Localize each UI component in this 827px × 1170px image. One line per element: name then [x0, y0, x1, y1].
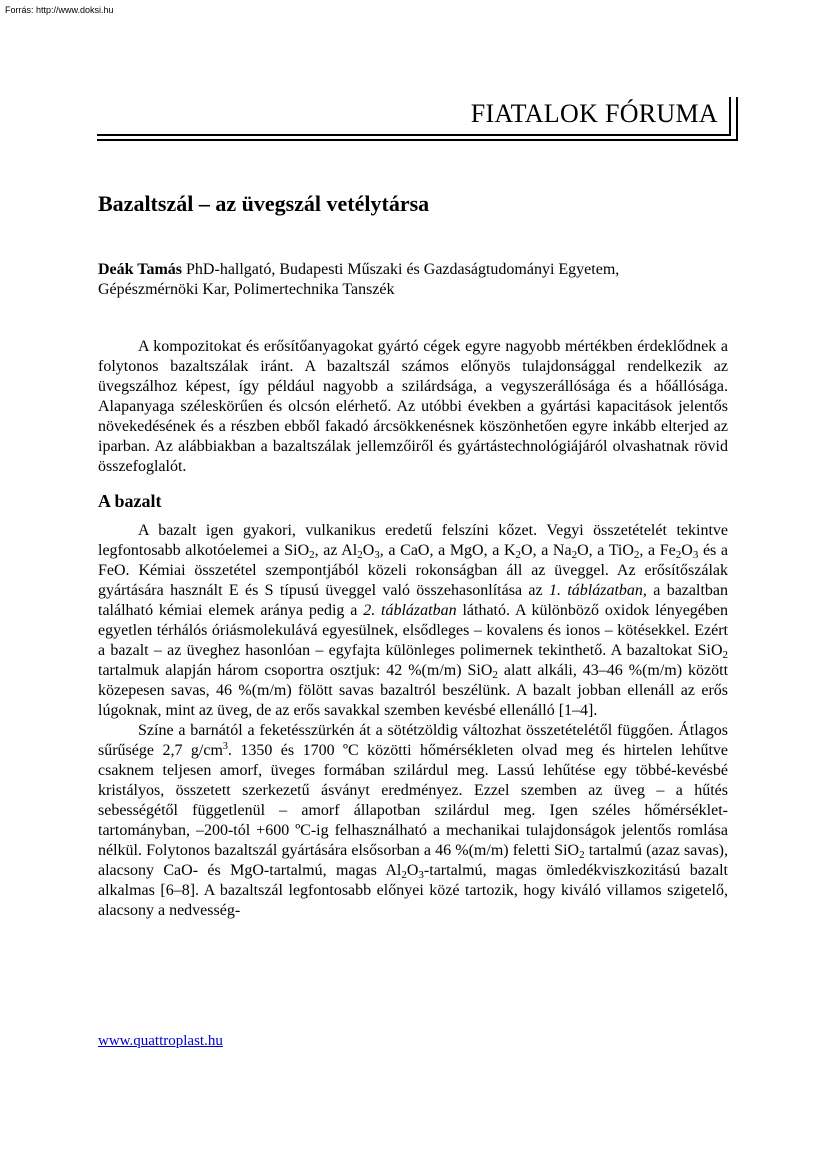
header-rule-vertical-outer: [736, 97, 738, 141]
source-note: Forrás: http://www.doksi.hu: [5, 5, 114, 15]
footer-website-link[interactable]: www.quattroplast.hu: [98, 1033, 223, 1049]
table-2-reference: 2. táblázatban: [363, 602, 457, 619]
intro-paragraph: A kompozitokat és erősítőanyagokat gyártó cégek egyre nagyobb mértékben érdeklődnek a folytonos bazaltszálak iránt. A bazaltszál számos előnyös tulajdonsággal rendelkezik az üvegszálhoz képest, így például nagyobb a szilárdsága, a vegyszerállósága és a hőállósága. Alapanyaga széleskörűen és olcsón elérhető. Az utóbbi években a gyártási kapacitások jelentős növekedésének és a részben ebből fakadó árcsökkenésnek köszönhetően egyre inkább elterjed az iparban. Az alábbiakban a bazaltszálak jellemzőiről és gyártástechnológiájáról olvashatnak rövid összefoglalót.: [98, 338, 728, 475]
author-affiliation-line2: Gépészmérnöki Kar, Polimertechnika Tanszék: [98, 281, 395, 298]
paragraph-bazalt-properties: Színe a barnától a feketésszürkén át a sötétzöldig változhat összetételétől függően. Átlagos sűrűsége 2,7 $g/cm^3$. 1350 és 1700 ºC közötti hőmérsékleten olvad meg és hirtelen lehűtve csaknem teljesen amorf, üveges formában szilárdul meg. Lassú lehűtése egy többé-kevésbé kristályos, összetett szerkezetű ásványt eredményez. Ezzel szemben az üveg – a hűtés sebességétől függetlenül – amorf állapotban szilárdul meg. Igen széles hőmérséklet-tartományban, –200-tól +600 ºC-ig felhasználható a mechanikai tulajdonságok jelentős romlása nélkül. Folytonos bazaltszál gyártására elsősorban a 46 %(m/m) feletti SiO$_2$ tartalmú (azaz savas), alacsony CaO- és MgO-tartalmú, magas $Al_2O_3$-tartalmú, magas ömledékviszkozitású bazalt alkalmas [6–8]. A bazaltszál legfontosabb előnyei közé tartozik, hogy kiváló villamos szigetelő, alacsony a nedvesség-: [98, 722, 729, 919]
author-affiliation-line1: PhD-hallgató, Budapesti Műszaki és Gazdaságtudományi Egyetem,: [182, 261, 620, 278]
header-rule-bottom: [97, 139, 738, 141]
author-name: Deák Tamás: [98, 261, 183, 278]
journal-header-title: FIATALOK FÓRUMA: [470, 99, 718, 128]
header-rule-top: [97, 134, 731, 136]
table-1-reference: 1. táblázatban: [548, 582, 643, 599]
author-block: [98, 260, 728, 300]
header-rule-vertical-inner: [729, 97, 731, 136]
section-heading-bazalt: A bazalt: [98, 491, 162, 511]
article-title: Bazaltszál – az üvegszál vetélytársa: [98, 191, 430, 216]
article-body: [98, 190, 728, 921]
paragraph-bazalt-composition: A bazalt igen gyakori, vulkanikus eredetű felszíni kőzet. Vegyi összetételét tekintve legfontosabb alkotóelemei a SiO$_2$, az $Al_2O_3$, a CaO, a MgO, a $K_2O$, a $Na_2O$, a TiO$_2$, a $Fe_2O_3$ és a FeO. Kémiai összetétel szempontjából közeli rokonságban áll az üveggel. Az erősítőszálak gyártására használt E és S típusú üveggel való összehasonlítása az 1. táblázatban, a bazaltban található kémiai elemek aránya pedig a 2. táblázatban látható. A különböző oxidok lényegében egyetlen térhálós óriásmolekulává egyesülnek, elsődleges – kovalens és ionos – kötésekkel. Ezért a bazalt – az üveghez hasonlóan – egyfajta különleges polimernek tekinthető. A bazaltokat SiO$_2$ tartalmuk alapján három csoportra osztjuk: 42 %(m/m) SiO$_2$ alatt alkáli, 43–46 %(m/m) között közepesen savas, 46 %(m/m) fölött savas bazaltról beszélünk. A bazalt jobban ellenáll az erős lúgoknak, mint az üveg, de az erős savakkal szemben kevésbé ellenálló [1–4].: [98, 522, 729, 719]
